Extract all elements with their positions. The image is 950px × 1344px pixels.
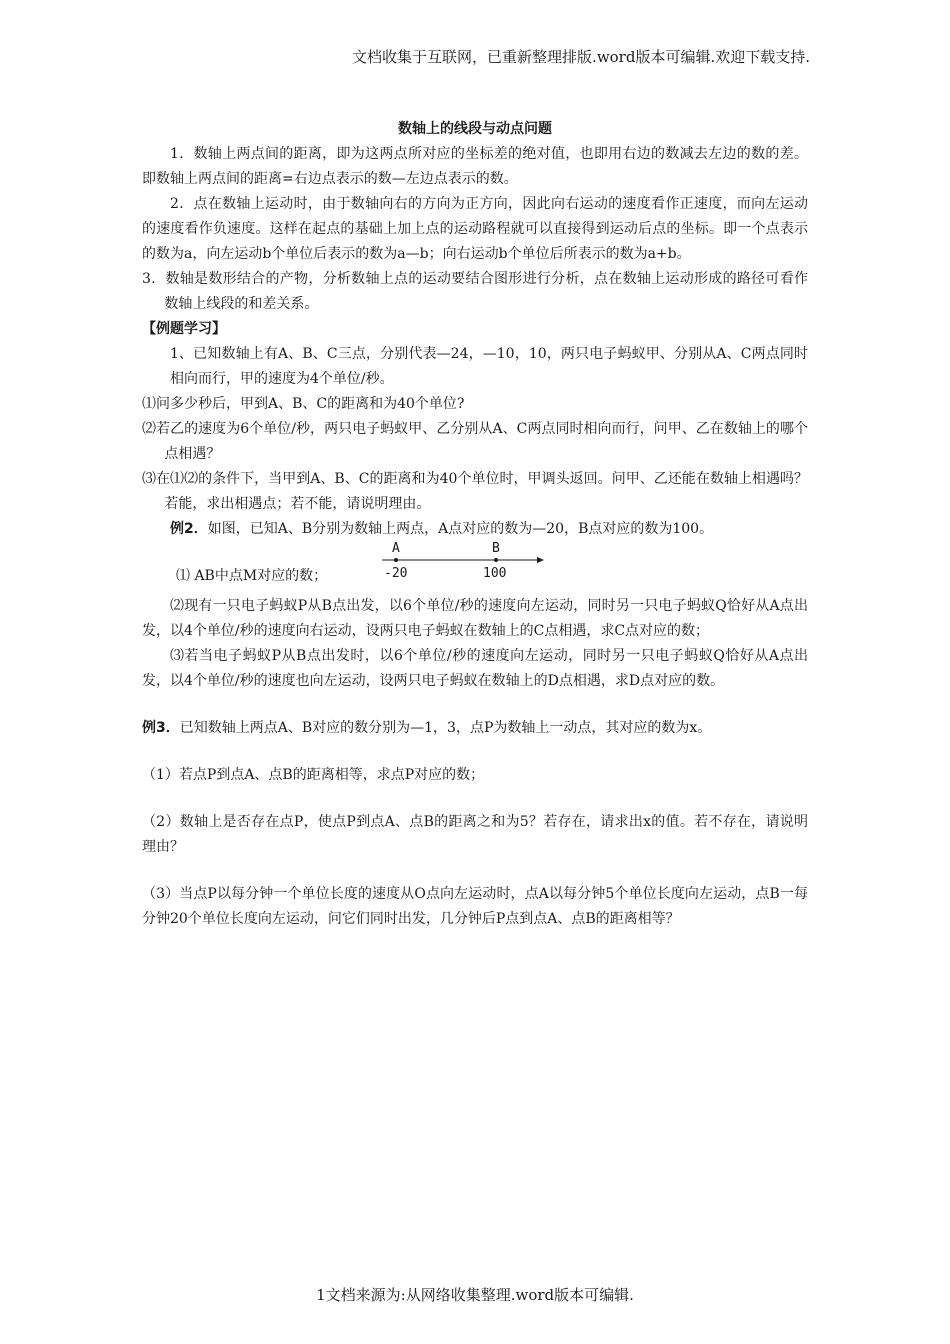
- example3-question-3: （3）当点P以每分钟一个单位长度的速度从O点向左运动时，点A以每分钟5个单位长度向左运动，点B一每分钟20个单位长度向左运动，问它们同时出发，几分钟后P点到点A、点B的距离相等？: [142, 886, 808, 927]
- example3-stem: [142, 716, 808, 741]
- example3-stem-text: 已知数轴上两点A、B对应的数分别为—1，3，点P为数轴上一动点，其对应的数为x。: [179, 720, 712, 736]
- spacer: [142, 694, 808, 716]
- intro-paragraph-2: 2．点在数轴上运动时，由于数轴向右的方向为正方向，因此向右运动的速度看作正速度，而向左运动的速度看作负速度。这样在起点的基础上加上点的运动路程就可以直接得到运动后点的坐标。即一个点表示的数为a，向左运动b个单位后表示的数为a—b；向右运动b个单位后所表示的数为a+b。: [142, 196, 808, 262]
- page-header-note: 文档收集于互联网，已重新整理排版.word版本可编辑.欢迎下载支持.: [352, 48, 810, 66]
- point-a-dot: [394, 558, 398, 562]
- example2-question-2: ⑵现有一只电子蚂蚁P从B点出发，以6个单位/秒的速度向左运动，同时另一只电子蚂蚁Q恰好从A点出发，以4个单位/秒的速度向右运动，设两只电子蚂蚁在数轴上的C点相遇，求C点对应的数；: [142, 598, 808, 639]
- spacer: [142, 741, 808, 763]
- spacer: [142, 788, 808, 810]
- point-a-value: -20: [384, 566, 408, 581]
- example1-stem-text: 1、已知数轴上有A、B、C三点，分别代表—24，—10，10，两只电子蚂蚁甲、分别从A、C两点同时相向而行，甲的速度为4个单位/秒。: [170, 346, 808, 387]
- number-line-figure: [378, 540, 548, 584]
- document-body: [142, 142, 808, 932]
- point-a-label: A: [392, 541, 400, 556]
- example2-question-3: ⑶若当电子蚂蚁P从B点出发时，以6个单位/秒的速度向左运动，同时另一只电子蚂蚁Q恰好从A点出发，以4个单位/秒的速度也向左运动，设两只电子蚂蚁在数轴上的D点相遇，求D点对应的数。: [142, 648, 808, 689]
- example1-stem: [142, 342, 808, 392]
- point-b-label: B: [492, 541, 500, 556]
- example1-question-2: ⑵若乙的速度为6个单位/秒，两只电子蚂蚁甲、乙分别从A、C两点同时相向而行，问甲、乙在数轴上的哪个点相遇？: [142, 421, 808, 462]
- example3-label: 例3．: [142, 720, 180, 736]
- intro-paragraph-1: 1．数轴上两点间的距离，即为这两点所对应的坐标差的绝对值，也即用右边的数减去左边的数的差。即数轴上两点间的距离=右边点表示的数—左边点表示的数。: [142, 146, 808, 187]
- point-b-dot: [494, 558, 498, 562]
- point-b-value: 100: [483, 566, 507, 581]
- example1-question-1: ⑴问多少秒后，甲到A、B、C的距离和为40个单位?: [142, 396, 465, 412]
- example2-question-1: ⑴ AB中点M对应的数；: [176, 568, 328, 584]
- document-title: 数轴上的线段与动点问题: [398, 121, 552, 137]
- example3-question-2: （2）数轴上是否存在点P，使点P到点A、点B的距离之和为5？若存在，请求出x的值。若不存在，请说明理由？: [142, 814, 808, 855]
- number-line-arrow-icon: [537, 557, 544, 563]
- example2-figure-row: [142, 542, 808, 594]
- intro-paragraph-3: 3．数轴是数形结合的产物，分析数轴上点的运动要结合图形进行分析，点在数轴上运动形成的路径可看作数轴上线段的和差关系。: [142, 271, 808, 312]
- page-footer-note: 1文档来源为:从网络收集整理.word版本可编辑.: [316, 1286, 634, 1304]
- example3-question-1: （1）若点P到点A、点B的距离相等，求点P对应的数；: [142, 767, 485, 783]
- example2-stem-text: 如图，已知A、B分别为数轴上两点，A点对应的数为—20，B点对应的数为100。: [207, 521, 714, 537]
- example2-label: 例2．: [170, 521, 208, 537]
- spacer: [142, 860, 808, 882]
- example2-stem: [142, 517, 808, 542]
- example1-question-3: ⑶在⑴⑵的条件下，当甲到A、B、C的距离和为40个单位时，甲调头返回。问甲、乙还能在数轴上相遇吗？若能，求出相遇点；若不能，请说明理由。: [142, 471, 808, 512]
- section-heading: 【例题学习】: [142, 321, 226, 337]
